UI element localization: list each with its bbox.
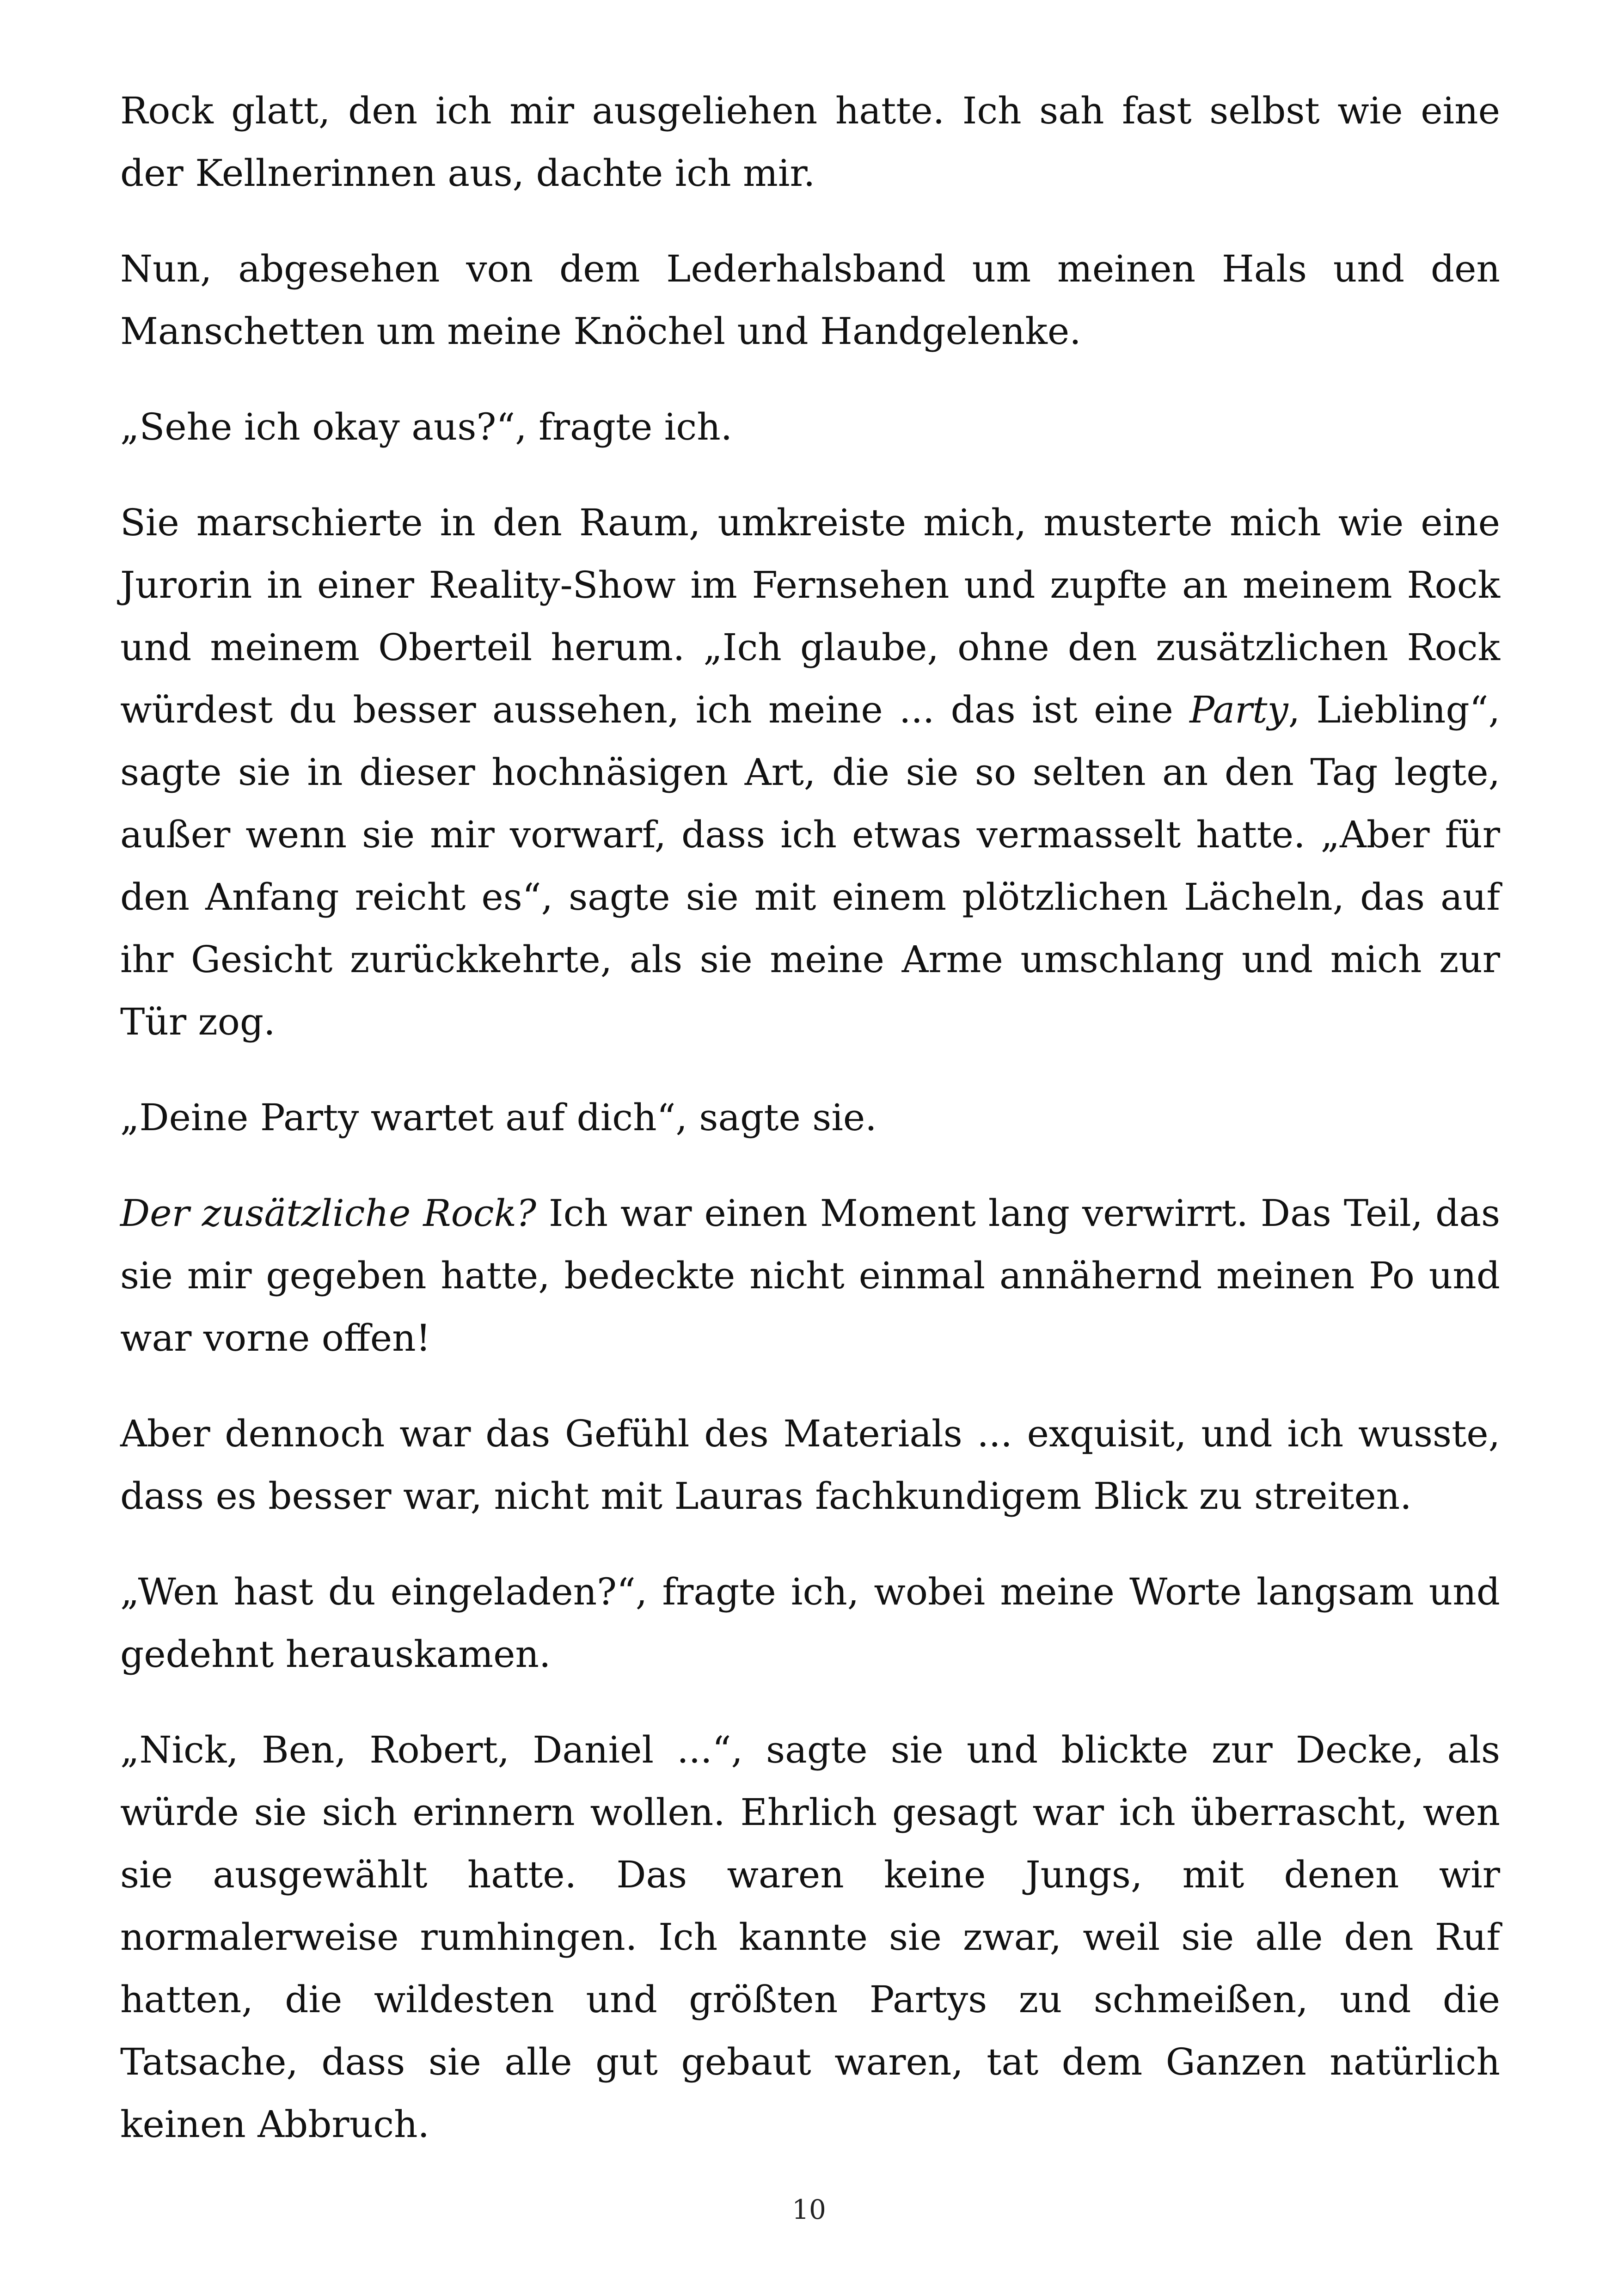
paragraph-text: , Liebling“, sagte sie in dieser hochnäsigen Art, die sie so selten an den Tag legte, außer wenn sie mir vorwarf, dass ich etwas vermasselt hatte. „Aber für den Anfang reicht es“, sagte sie mit einem plötzlichen Lächeln, das auf ihr Gesicht zurückkehrte, als sie meine Arme umschlang und mich zur Tür zog. xyxy=(120,688,1500,1043)
paragraph-9 xyxy=(120,1719,1500,2155)
italic-text: Party xyxy=(1189,688,1288,731)
paragraph-8 xyxy=(120,1561,1500,1685)
paragraph-text: „Nick, Ben, Robert, Daniel ...“, sagte sie und blickte zur Decke, als würde sie sich erinnern wollen. Ehrlich gesagt war ich überrascht, wen sie ausgewählt hatte. Das waren keine Jungs, mit denen wir normalerweise rumhingen. Ich kannte sie zwar, weil sie alle den Ruf hatten, die wildesten und größten Partys zu schmeißen, und die Tatsache, dass sie alle gut gebaut waren, tat dem Ganzen natürlich keinen Abbruch. xyxy=(120,1728,1500,2146)
paragraph-text: Rock glatt, den ich mir ausgeliehen hatte. Ich sah fast selbst wie eine der Kellnerinnen aus, dachte ich mir. xyxy=(120,89,1500,195)
paragraph-2 xyxy=(120,238,1500,362)
paragraph-text: „Sehe ich okay aus?“, fragte ich. xyxy=(120,405,733,448)
italic-text: Der zusätzliche Rock? xyxy=(120,1192,536,1235)
paragraph-4 xyxy=(120,491,1500,1053)
paragraph-text: Sie marschierte in den Raum, umkreiste mich, musterte mich wie eine Jurorin in einer Reality-Show im Fernsehen und zupfte an meinem Rock und meinem Oberteil herum. „Ich glaube, ohne den zusätzlichen Rock würdest du besser aussehen, ich meine ... das ist eine xyxy=(120,501,1500,731)
paragraph-7 xyxy=(120,1402,1500,1527)
paragraph-1 xyxy=(120,80,1500,204)
paragraph-text: „Wen hast du eingeladen?“, fragte ich, wobei meine Worte langsam und gedehnt herauskamen. xyxy=(120,1570,1500,1676)
page-body-text xyxy=(120,80,1500,2189)
paragraph-text: „Deine Party wartet auf dich“, sagte sie. xyxy=(120,1096,877,1139)
paragraph-6 xyxy=(120,1182,1500,1369)
paragraph-text: Aber dennoch war das Gefühl des Materials ... exquisit, und ich wusste, dass es besser war, nicht mit Lauras fachkundigem Blick zu streiten. xyxy=(120,1412,1500,1518)
paragraph-3 xyxy=(120,396,1500,458)
page-number: 10 xyxy=(792,2194,826,2225)
paragraph-5 xyxy=(120,1086,1500,1149)
paragraph-text: Ich war einen Moment lang verwirrt. Das Teil, das sie mir gegeben hatte, bedeckte nicht einmal annähernd meinen Po und war vorne offen! xyxy=(120,1192,1500,1359)
paragraph-text: Nun, abgesehen von dem Lederhalsband um meinen Hals und den Manschetten um meine Knöchel und Handgelenke. xyxy=(120,247,1500,353)
